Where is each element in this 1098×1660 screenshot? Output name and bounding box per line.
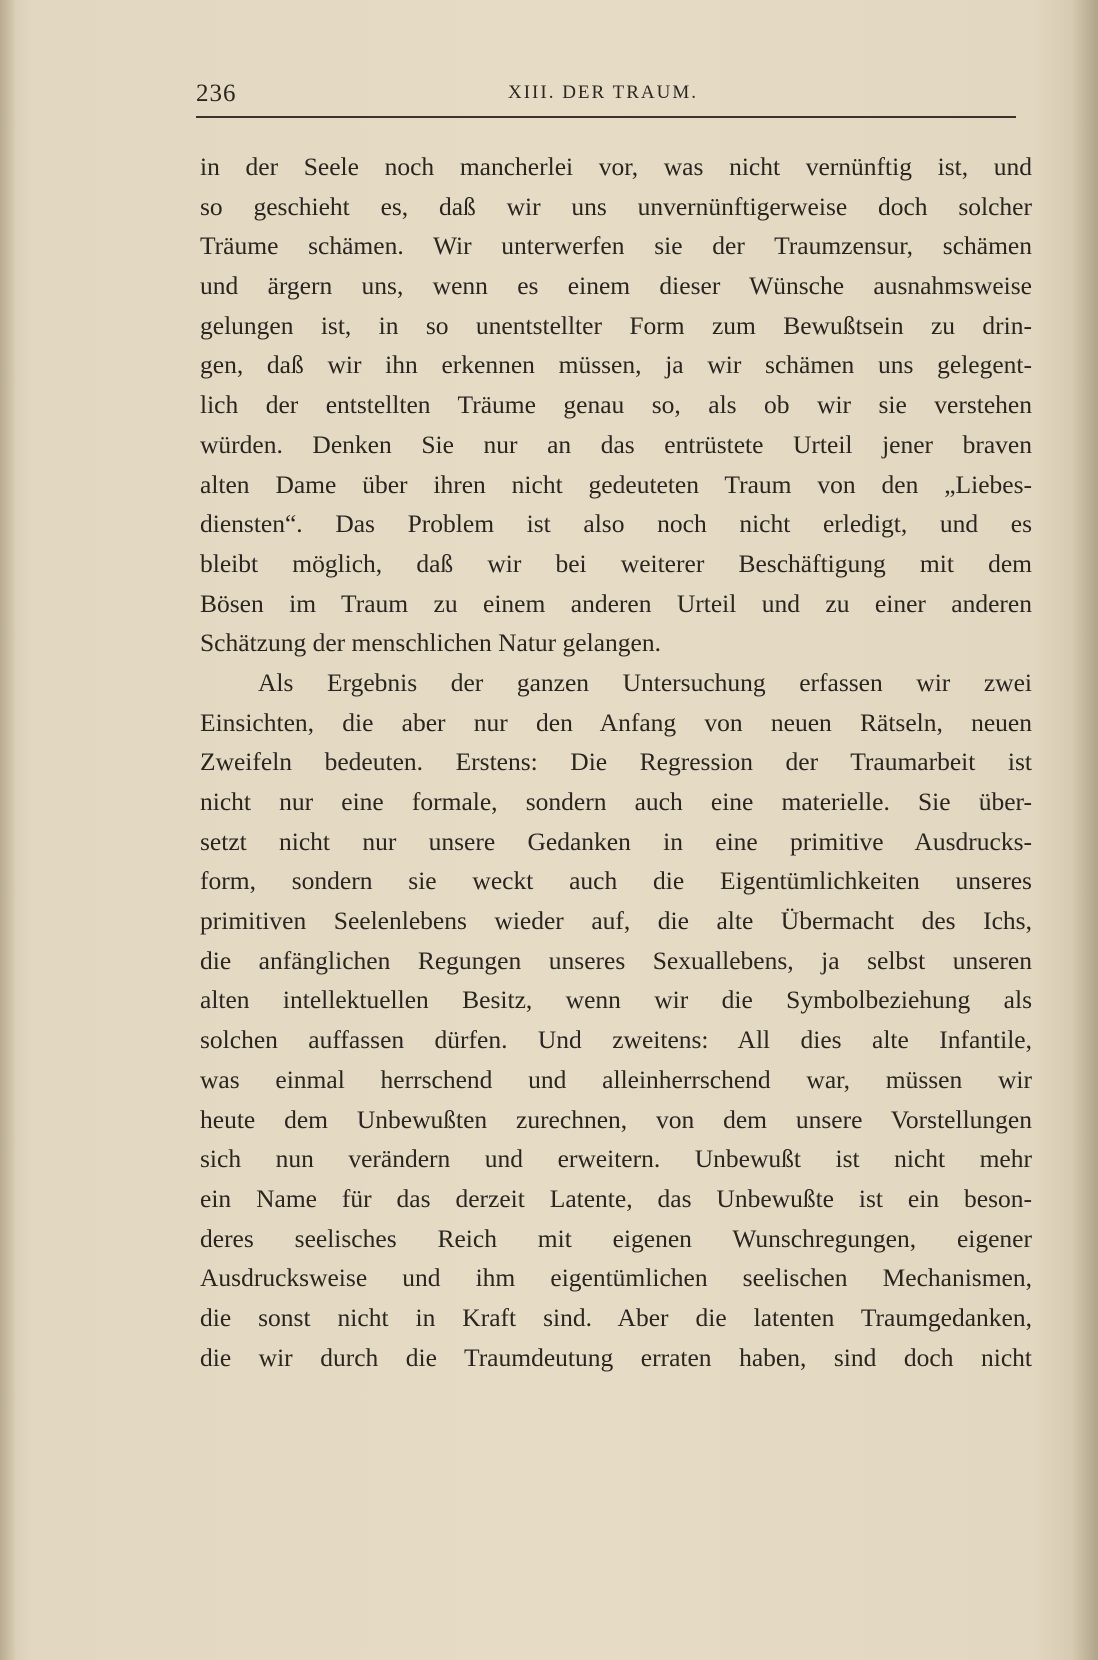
text-line: nicht nur eine formale, sondern auch eine materielle. Sie über- — [200, 787, 1032, 816]
body-text — [200, 147, 1032, 1377]
text-line: die wir durch die Traumdeutung erraten haben, sind doch nicht — [200, 1342, 1032, 1372]
text-line: deres seelisches Reich mit eigenen Wunschregungen, eigener — [200, 1223, 1032, 1253]
text-line: lich der entstellten Träume genau so, als ob wir sie verstehen — [200, 390, 1032, 420]
running-head: XIII. DER TRAUM. — [508, 82, 698, 103]
text-line: sich nun verändern und erweitern. Unbewußt ist nicht mehr — [200, 1144, 1032, 1174]
text-line: gen, daß wir ihn erkennen müssen, ja wir schämen uns gelegent- — [200, 350, 1032, 380]
text-line: bleibt möglich, daß wir bei weiterer Beschäftigung mit dem — [200, 548, 1032, 578]
page-number: 236 — [196, 80, 237, 107]
text-line: in der Seele noch mancherlei vor, was nicht vernünftig ist, und — [200, 152, 1032, 181]
text-line: Bösen im Traum zu einem anderen Urteil und zu einer anderen — [200, 588, 1032, 618]
text-line: Ausdrucksweise und ihm eigentümlichen seelischen Mechanismen, — [200, 1263, 1032, 1293]
text-line: Einsichten, die aber nur den Anfang von neuen Rätseln, neuen — [200, 707, 1032, 737]
text-line: heute dem Unbewußten zurechnen, von dem unsere Vorstellungen — [200, 1104, 1032, 1134]
text-line: was einmal herrschend und alleinherrschend war, müssen wir — [200, 1064, 1032, 1094]
text-line: primitiven Seelenlebens wieder auf, die alte Übermacht des Ichs, — [200, 906, 1032, 936]
text-line: Träume schämen. Wir unterwerfen sie der Traumzensur, schämen — [200, 231, 1032, 261]
page-gutter-shadow — [1072, 0, 1098, 1660]
page-header — [196, 80, 1016, 120]
text-line: setzt nicht nur unsere Gedanken in eine primitive Ausdrucks- — [200, 826, 1032, 856]
text-line: ein Name für das derzeit Latente, das Unbewußte ist ein beson- — [200, 1183, 1032, 1213]
text-line: so geschieht es, daß wir uns unvernünftigerweise doch solcher — [200, 191, 1032, 221]
text-line: form, sondern sie weckt auch die Eigentümlichkeiten unseres — [200, 866, 1032, 896]
text-line: alten Dame über ihren nicht gedeuteten Traum von den „Liebes- — [200, 469, 1032, 499]
text-line: alten intellektuellen Besitz, wenn wir die Symbolbeziehung als — [200, 985, 1032, 1015]
text-line: Zweifeln bedeuten. Erstens: Die Regression der Traumarbeit ist — [200, 747, 1032, 777]
text-line: gelungen ist, in so unentstellter Form zum Bewußtsein zu drin- — [200, 310, 1032, 340]
paragraph-last-line: Schätzung der menschlichen Natur gelangen. — [200, 628, 661, 658]
text-line: und ärgern uns, wenn es einem dieser Wünsche ausnahmsweise — [200, 271, 1032, 301]
header-rule — [196, 116, 1016, 118]
text-line: würden. Denken Sie nur an das entrüstete Urteil jener braven — [200, 429, 1032, 459]
text-line: solchen auffassen dürfen. Und zweitens: All dies alte Infantile, — [200, 1025, 1032, 1055]
text-line: die sonst nicht in Kraft sind. Aber die latenten Traumgedanken, — [200, 1302, 1032, 1332]
text-line: die anfänglichen Regungen unseres Sexuallebens, ja selbst unseren — [200, 945, 1032, 975]
paragraph-first-line: Als Ergebnis der ganzen Untersuchung erfassen wir zwei — [258, 667, 1032, 697]
page-left-edge-shading — [0, 0, 16, 1660]
text-line: diensten“. Das Problem ist also noch nicht erledigt, und es — [200, 509, 1032, 539]
